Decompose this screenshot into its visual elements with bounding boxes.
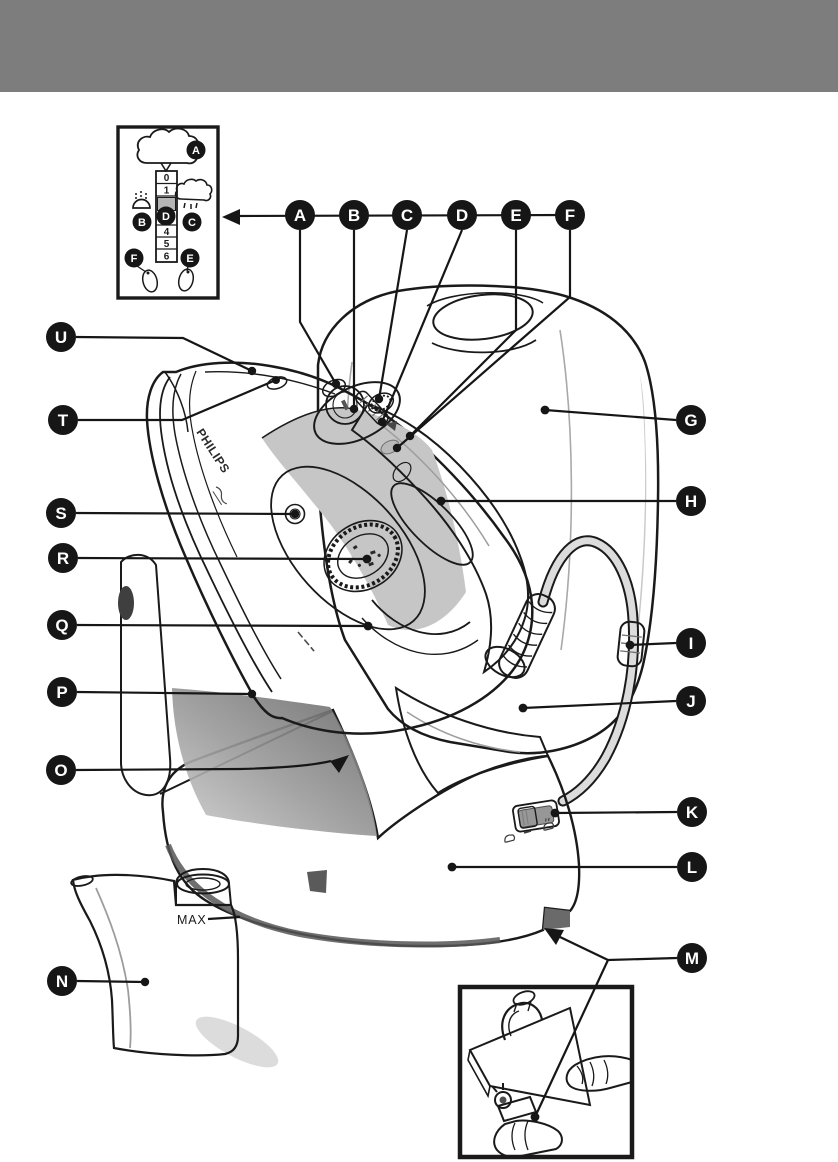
svg-text:U: U: [54, 328, 68, 347]
svg-text:5: 5: [163, 239, 170, 250]
svg-text:Q: Q: [55, 616, 69, 635]
callout-p: [47, 677, 77, 707]
svg-text:G: G: [684, 411, 698, 430]
tank-handle-cutout: [427, 289, 543, 352]
inset-control-panel: [118, 127, 218, 298]
inset-callout-f: [125, 249, 144, 268]
inset-callout-b: [133, 213, 152, 232]
svg-text:A: A: [192, 145, 200, 157]
callout-m: [677, 943, 707, 973]
svg-text:L: L: [686, 858, 698, 877]
stand-leg: [118, 555, 170, 795]
callout-j: [676, 686, 706, 716]
svg-text:N: N: [55, 972, 69, 991]
inset-transport-lock: [460, 987, 632, 1157]
callout-h: [676, 486, 706, 516]
callout-c: [392, 200, 422, 230]
svg-text:F: F: [564, 206, 576, 225]
svg-text:E: E: [510, 206, 522, 225]
svg-text:T: T: [57, 411, 69, 430]
iron-icon: [504, 834, 515, 842]
svg-text:B: B: [347, 206, 361, 225]
svg-text:D: D: [455, 206, 469, 225]
header-bar: [0, 0, 838, 92]
callout-f: [555, 200, 585, 230]
callout-k: [677, 797, 707, 827]
callout-d: [447, 200, 477, 230]
svg-text:J: J: [686, 692, 696, 711]
callout-n: [47, 966, 77, 996]
callout-t: [48, 405, 78, 435]
svg-text:C: C: [400, 206, 414, 225]
callout-l: [677, 852, 707, 882]
inset-callout-d: [157, 207, 176, 226]
arrow-left-icon: [222, 209, 240, 225]
supply-hose: [543, 541, 645, 801]
callout-s: [46, 498, 76, 528]
svg-text:M: M: [684, 949, 700, 968]
svg-text:D: D: [162, 211, 170, 223]
logo-mark: [212, 486, 229, 507]
svg-text:K: K: [685, 803, 699, 822]
base-foot-notch: [307, 870, 327, 893]
callout-u: [46, 322, 76, 352]
svg-text:B: B: [138, 217, 146, 229]
callout-o: [46, 755, 76, 785]
inset-callout-a: [187, 141, 206, 160]
svg-text:E: E: [186, 253, 194, 265]
jug-max-mark: MAX: [177, 913, 207, 927]
svg-text:0: 0: [163, 173, 170, 184]
callout-b: [339, 200, 369, 230]
svg-text:4: 4: [163, 227, 170, 238]
svg-text:F: F: [130, 253, 138, 265]
svg-text:O: O: [54, 761, 68, 780]
callout-g: [676, 405, 706, 435]
brand-wordmark: PHILIPS: [193, 426, 233, 476]
base-notch: [543, 908, 570, 930]
svg-text:6: 6: [163, 251, 170, 263]
callout-i: [676, 628, 706, 658]
inset-callout-e: [181, 249, 200, 268]
iron: [147, 363, 532, 734]
callout-a: [285, 200, 315, 230]
stand-leg-knob: [118, 586, 134, 620]
svg-text:I: I: [688, 634, 694, 653]
nose-seam: [165, 372, 188, 432]
svg-text:R: R: [56, 549, 70, 568]
iron-shadow: [172, 688, 377, 836]
callout-lines: [76, 209, 677, 1121]
svg-text:A: A: [293, 206, 307, 225]
inset-callout-c: [183, 213, 202, 232]
svg-text:S: S: [55, 504, 67, 523]
wattage-marks: [298, 632, 314, 651]
callout-e: [501, 200, 531, 230]
callout-q: [47, 610, 77, 640]
callout-r: [48, 543, 78, 573]
svg-text:1: 1: [163, 185, 170, 197]
svg-text:P: P: [56, 683, 68, 702]
water-jug: [70, 869, 284, 1077]
svg-text:H: H: [684, 492, 698, 511]
svg-text:C: C: [188, 217, 196, 229]
